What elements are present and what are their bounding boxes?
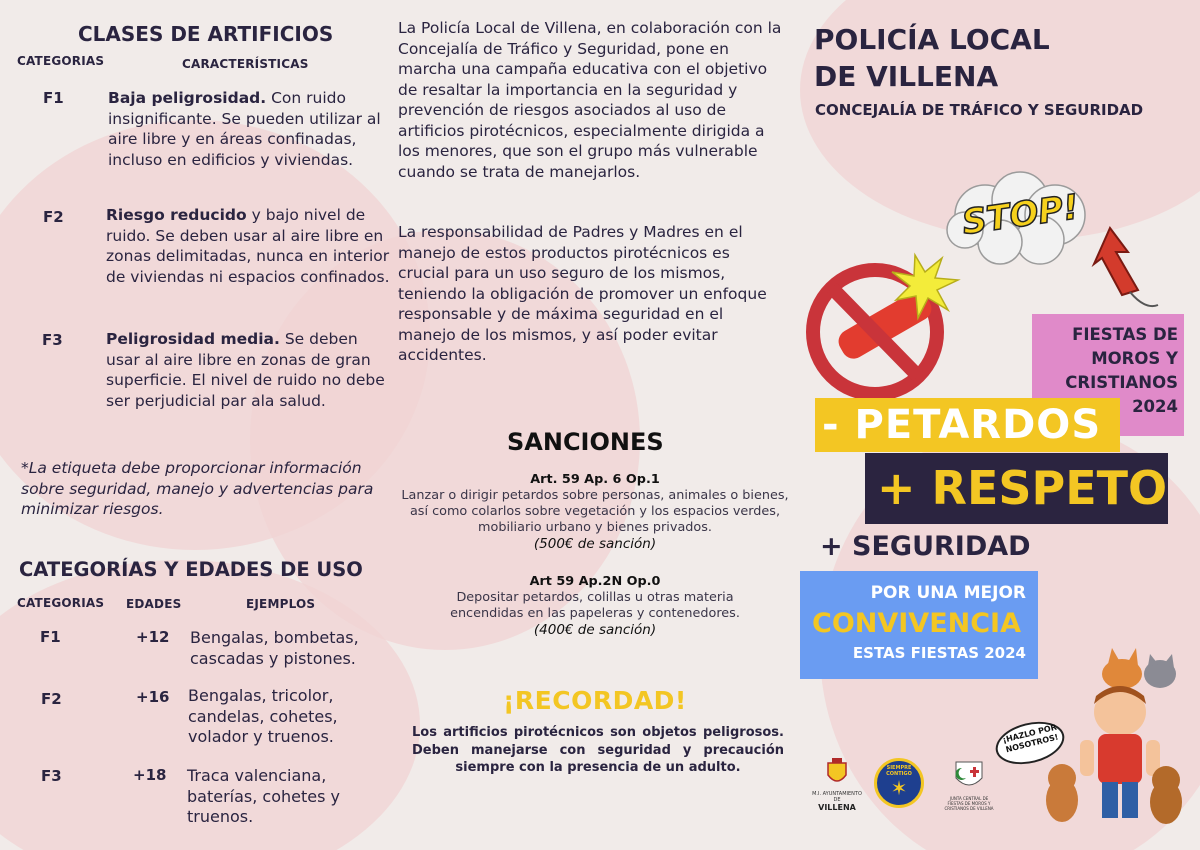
star-icon: ✶ — [890, 776, 908, 800]
speech-bubble-text: ¡HAZLO POR NOSOTROS! — [1001, 722, 1060, 755]
petardos-text: - PETARDOS — [822, 402, 1102, 448]
convivencia-line-1: POR UNA MEJOR — [870, 583, 1026, 603]
sancion-fine: (500€ de sanción) — [533, 536, 657, 552]
gray-cat-icon — [1144, 654, 1176, 688]
fiestas-line-2: MOROS Y — [1091, 349, 1178, 368]
ayuntamiento-name: VILLENA — [818, 803, 856, 812]
police-title-line2: DE VILLENA — [814, 60, 999, 93]
cat-icon — [1102, 648, 1142, 689]
convivencia-line-3: ESTAS FIESTAS 2024 — [852, 644, 1026, 662]
concejalia-subtitle: CONCEJALÍA DE TRÁFICO Y SEGURIDAD — [815, 101, 1144, 119]
class-rest: y bajo nivel de ruido. Se deben usar al aire libre en zonas delimitadas, nunca en interior de viviendas ni espacios confinados. — [106, 206, 390, 286]
sanciones-title: SANCIONES — [507, 428, 664, 456]
class-description — [106, 205, 391, 287]
sancion-text: Lanzar o dirigir petardos sobre personas, animales o bienes, así como colarlos sobre vegetación y los espacios verdes, mobiliario urbano y bienes privados. — [401, 488, 789, 535]
class-code: F3 — [42, 331, 63, 349]
col-categorias-label: CATEGORIAS — [17, 54, 105, 68]
convivencia-line-2: CONVIVENCIA — [812, 608, 1021, 639]
age-examples: Traca valenciana, baterías, cohetes y truenos. — [187, 766, 340, 826]
policia-badge-logo — [874, 758, 924, 808]
sancion-text: Depositar petardos, colillas u otras materia encendidas en las papeleras y contenedores. — [450, 590, 740, 621]
policia-badge-text: SIEMPRE CONTIGO — [886, 765, 912, 777]
intro-paragraph-2: La responsabilidad de Padres y Madres en el manejo de estos productos pirotécnicos es crucial para un uso seguro de los mismos, teniendo la obligación de promover un enfoque responsable y de máxima seguridad en el manejo de los mismos, y así poder evitar accidentes. — [398, 223, 767, 364]
junta-central-logo — [942, 758, 996, 811]
recordad-text: Los artificios pirotécnicos son objetos peligrosos. Deben manejarse con seguridad y precaución siempre con la presencia de un adulto. — [412, 725, 784, 775]
class-code: F1 — [43, 89, 64, 107]
class-rest: Con ruido insignificante. Se pueden utilizar al aire libre y en áreas confinadas, incluso en edificios y viviendas. — [108, 89, 381, 169]
col2-edades-label: EDADES — [126, 597, 182, 611]
age-value: +18 — [133, 766, 167, 784]
fiestas-line-1: FIESTAS DE — [1072, 325, 1178, 344]
stop-word: STOP! — [959, 187, 1082, 244]
sancion-fine: (400€ de sanción) — [533, 622, 657, 638]
age-code: F3 — [41, 767, 62, 785]
class-code: F2 — [43, 208, 64, 226]
age-code: F1 — [40, 628, 61, 646]
junta-caption: JUNTA CENTRAL DE FIESTAS DE MOROS Y CRISTIANOS DE VILLENA — [944, 796, 994, 811]
coat-of-arms-icon — [826, 757, 848, 787]
kid-with-pets-illustration — [1040, 630, 1190, 835]
seguridad-text: + SEGURIDAD — [820, 531, 1031, 562]
class-strong: Peligrosidad media. — [106, 330, 280, 348]
fiestas-line-3: CRISTIANOS — [1065, 373, 1178, 392]
col-caracteristicas-label: CARACTERÍSTICAS — [182, 57, 309, 71]
ayuntamiento-caption: M.I. AYUNTAMIENTO DE — [812, 791, 862, 803]
age-examples: Bengalas, bombetas, cascadas y pistones. — [190, 628, 359, 668]
age-examples: Bengalas, tricolor, candelas, cohetes, volador y truenos. — [188, 686, 338, 746]
col2-ejemplos-label: EJEMPLOS — [246, 597, 316, 611]
class-rest: Se deben usar al aire libre en zonas de gran superficie. El nivel de ruido no debe ser perjudicial par ala salud. — [106, 330, 385, 410]
age-value: +12 — [136, 628, 170, 646]
col2-categorias-label: CATEGORIAS — [17, 596, 105, 610]
prohibited-firecracker-icon — [813, 255, 958, 394]
class-strong: Riesgo reducido — [106, 206, 247, 224]
class-description — [106, 329, 391, 411]
label-note: *La etiqueta debe proporcionar información sobre seguridad, manejo y advertencias para minimizar riesgos. — [21, 459, 374, 518]
intro-paragraph-1: La Policía Local de Villena, en colaboración con la Concejalía de Tráfico y Seguridad, pone en marcha una campaña educativa con el objetivo de resaltar la importancia en la seguridad y prevención de riesgos asociados al uso de artificios pirotécnicos, especialmente dirigida a los menores, que son el grupo más vulnerable cuando se trata de manejarlos. — [398, 19, 782, 181]
sancion-article: Art 59 Ap.2N Op.0 — [529, 574, 661, 589]
boy-icon — [1080, 686, 1160, 818]
recordad-title: ¡RECORDAD! — [503, 686, 687, 715]
clases-title: CLASES DE ARTIFICIOS — [78, 22, 334, 46]
edades-title: CATEGORÍAS Y EDADES DE USO — [19, 558, 363, 581]
age-code: F2 — [41, 690, 62, 708]
sancion-1 — [400, 472, 790, 552]
police-title-line1: POLICÍA LOCAL — [814, 23, 1050, 56]
age-value: +16 — [136, 688, 170, 706]
sancion-article: Art. 59 Ap. 6 Op.1 — [530, 472, 660, 487]
class-strong: Baja peligrosidad. — [108, 89, 267, 107]
ayuntamiento-logo — [808, 757, 866, 812]
sancion-2 — [420, 574, 770, 638]
shield-icon — [952, 758, 986, 792]
class-description — [108, 88, 393, 170]
fiestas-line-4: 2024 — [1132, 397, 1178, 416]
rocket-icon — [1094, 228, 1158, 306]
respeto-text: + RESPETO — [877, 461, 1168, 515]
